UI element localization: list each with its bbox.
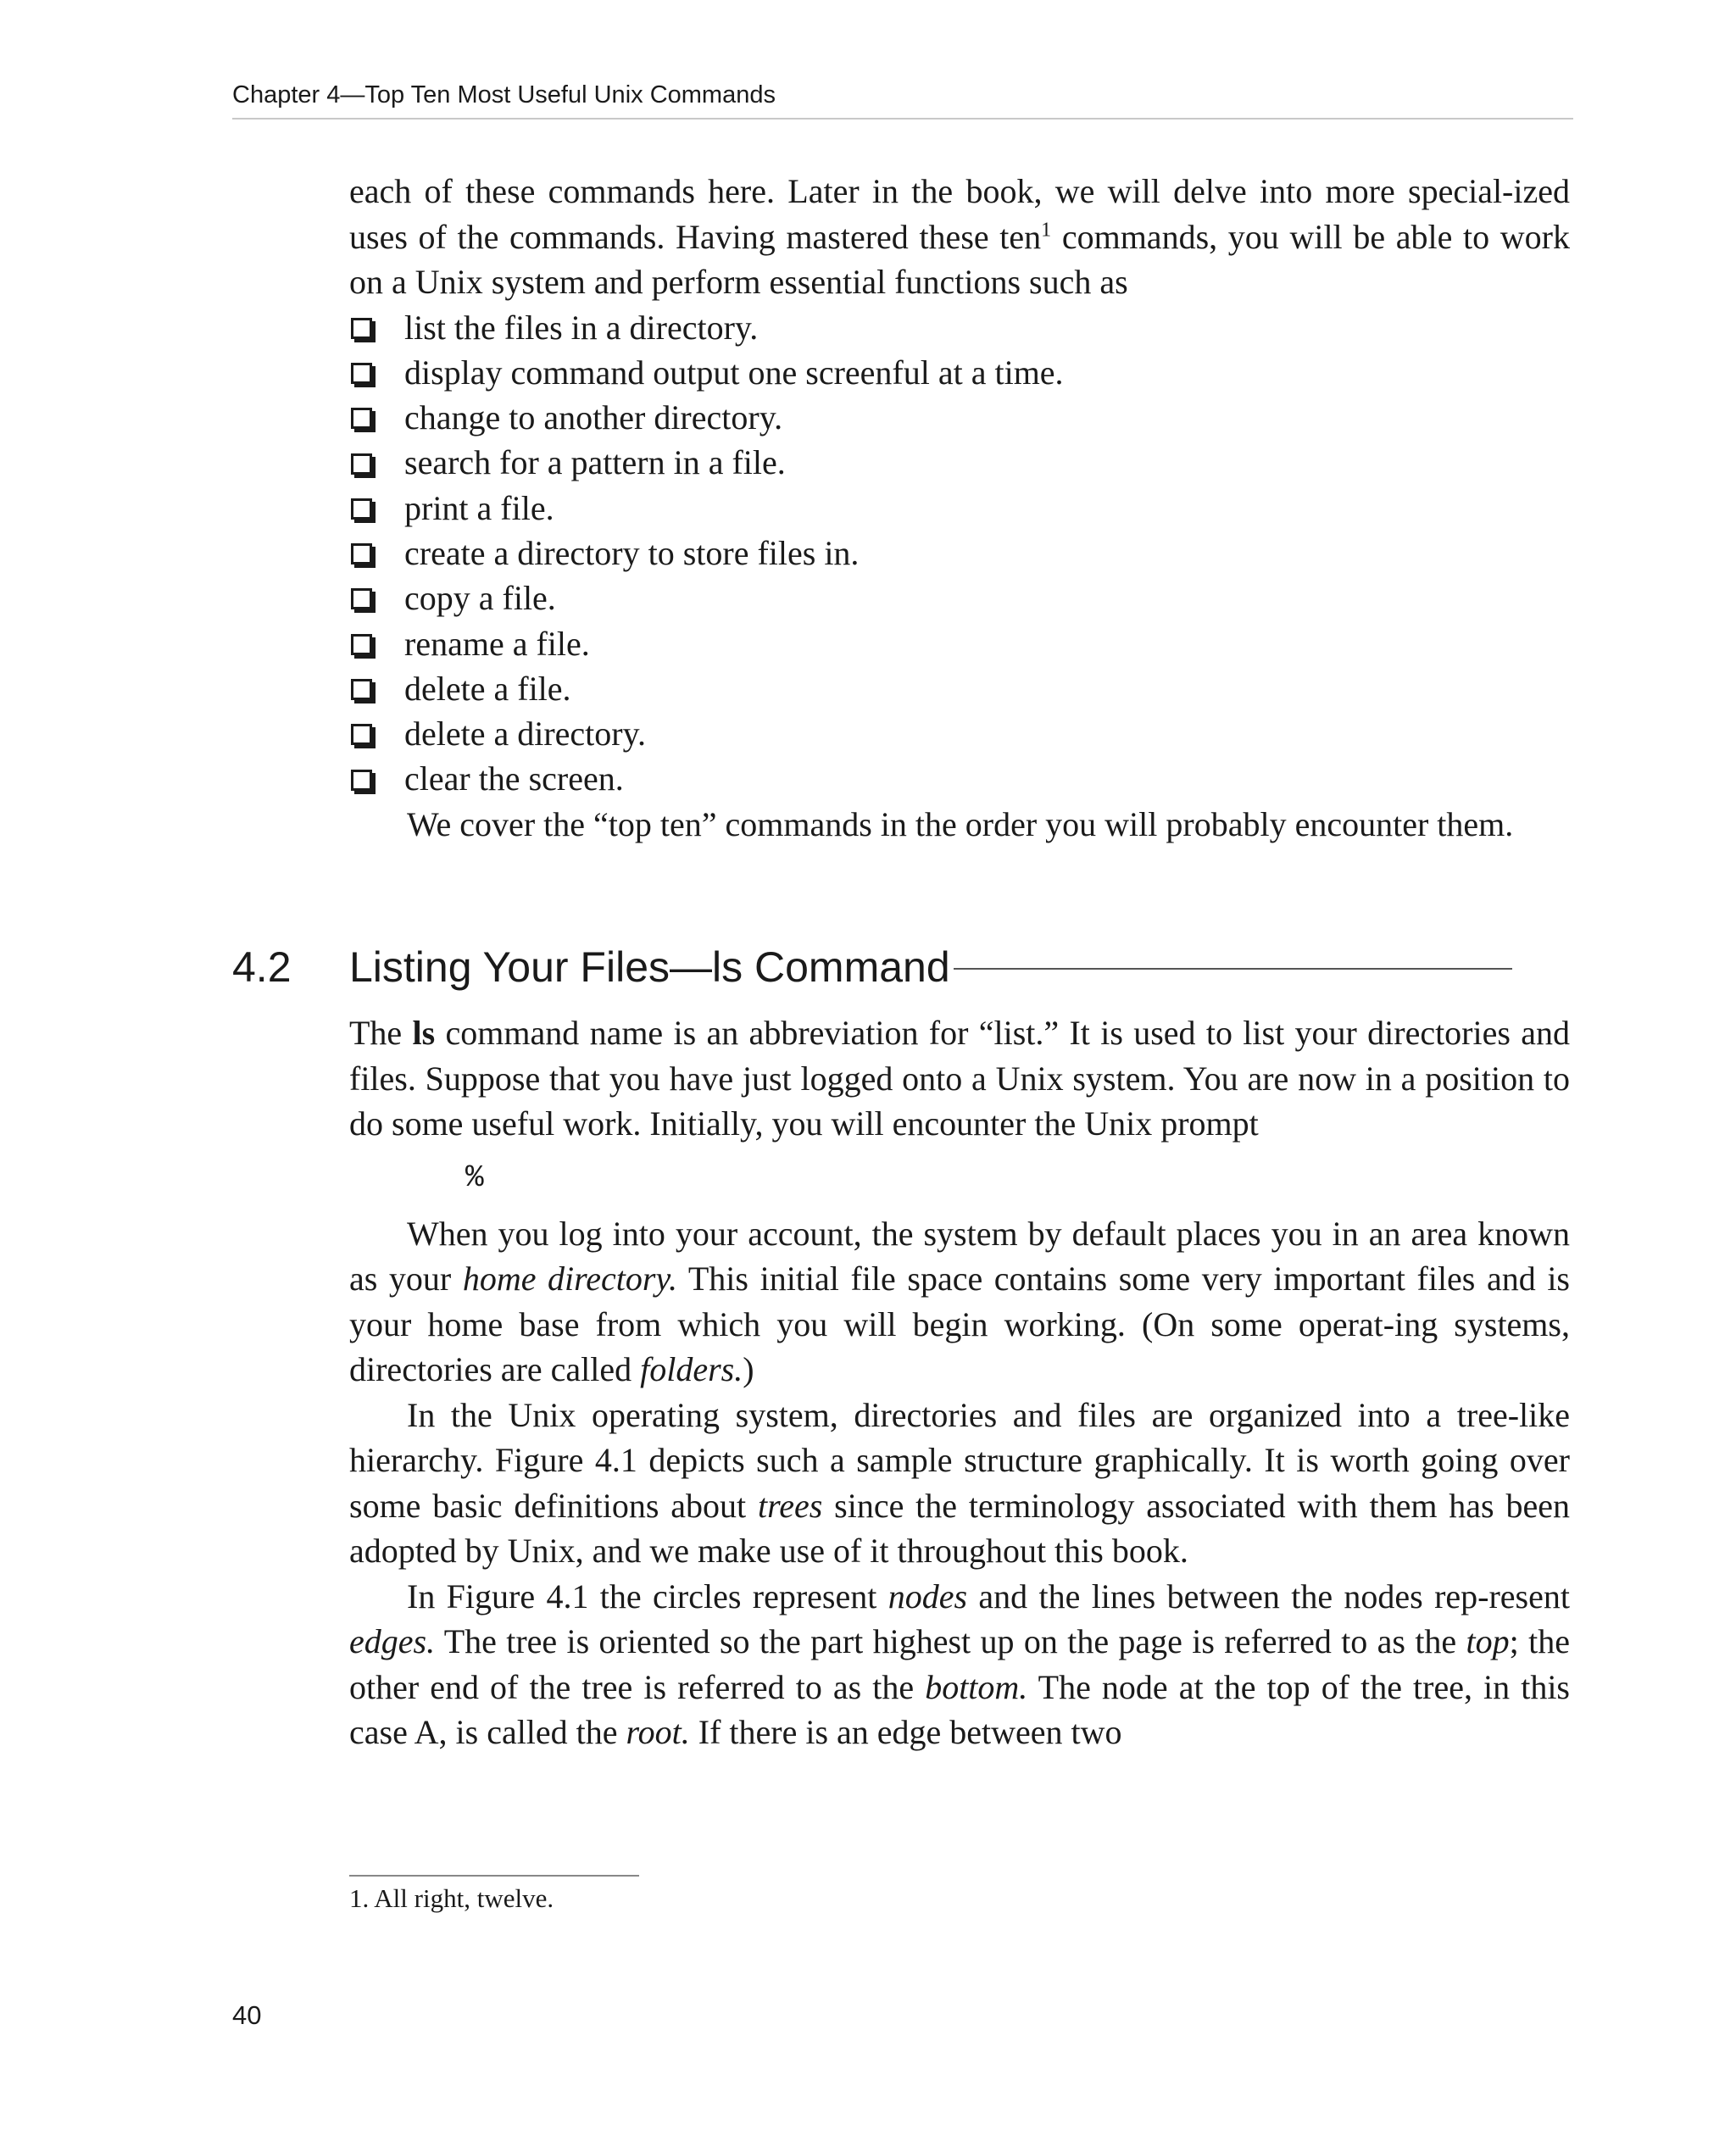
checkbox-bullet-icon: [351, 543, 372, 564]
list-item: [349, 531, 1570, 576]
intro-text-1: each of these commands here. Later in the book, we will delve into more special-ized uses of the commands. Having mastered these ten: [349, 172, 1570, 256]
list-item-text: rename a file.: [404, 624, 590, 663]
list-item: [349, 486, 1570, 531]
checkbox-bullet-icon: [351, 363, 372, 384]
trees-term: trees: [758, 1486, 823, 1525]
section-heading: [232, 943, 1512, 992]
section-title: Listing Your Files—ls Command: [349, 943, 950, 991]
home-text-2: This initial file space contains some very important files and is your home base from which you will begin working. (On some operat-ing systems, directories are called: [349, 1260, 1570, 1388]
list-item-text: search for a pattern in a file.: [404, 443, 786, 482]
intro-paragraph: [349, 169, 1570, 305]
top-term: top: [1466, 1622, 1510, 1660]
list-item: [349, 756, 1570, 801]
list-item: [349, 621, 1570, 666]
nodes-text-1: In Figure 4.1 the circles represent: [407, 1577, 888, 1615]
checkbox-bullet-icon: [351, 588, 372, 609]
section-number: 4.2: [232, 943, 292, 991]
list-item-text: display command output one screenful at a time.: [404, 353, 1064, 392]
nodes-term: nodes: [887, 1577, 968, 1615]
list-item-text: print a file.: [404, 488, 554, 527]
intro-block: [349, 169, 1570, 847]
root-term: root.: [626, 1713, 690, 1751]
footnote: 1. All right, twelve.: [349, 1883, 554, 1913]
header-rule: [232, 118, 1573, 120]
unix-prompt: %: [465, 1159, 484, 1195]
list-item-text: create a directory to store files in.: [404, 533, 860, 572]
edges-term: edges.: [349, 1622, 436, 1660]
home-text-1: When you log into your account, the system by default places you in an area known as your: [349, 1214, 1570, 1298]
footnote-rule: [349, 1875, 639, 1877]
nodes-text-3: The tree is oriented so the part highest up on the page is referred to as the: [435, 1622, 1466, 1660]
ls-paragraph: [349, 1010, 1570, 1147]
function-list: [349, 305, 1570, 802]
nodes-text-4: ; the other end of the tree is referred to as the: [349, 1622, 1570, 1706]
checkbox-bullet-icon: [351, 724, 372, 745]
running-head: Chapter 4—Top Ten Most Useful Unix Commands: [232, 81, 776, 108]
checkbox-bullet-icon: [351, 498, 372, 520]
section-rule: [954, 968, 1512, 970]
tree-paragraph: [349, 1393, 1570, 1574]
list-item-text: change to another directory.: [404, 398, 783, 437]
nodes-text-6: If there is an edge between two: [689, 1713, 1122, 1751]
list-item-text: list the files in a directory.: [404, 308, 759, 347]
intro-text-2: commands, you will be able to work on a Unix system and perform essential functions such as: [349, 217, 1570, 301]
home-directory-term: home directory.: [462, 1260, 677, 1298]
list-item: [349, 576, 1570, 620]
list-item: [349, 395, 1570, 440]
tree-text-2: since the terminology associated with them has been adopted by Unix, and we make use of it throughout this book.: [349, 1486, 1570, 1570]
checkbox-bullet-icon: [351, 634, 372, 655]
tree-text-1: In the Unix operating system, directories and files are organized into a tree-like hierarchy. Figure 4.1 depicts such a sample structure graphically. It is worth going over some basic definitions about: [349, 1395, 1570, 1525]
home-directory-paragraph: [349, 1211, 1570, 1393]
folders-term: folders.: [640, 1350, 743, 1388]
nodes-paragraph: [349, 1574, 1570, 1755]
checkbox-bullet-icon: [351, 679, 372, 700]
ls-text-2: command name is an abbreviation for “list.” It is used to list your directories and files. Suppose that you have just logged onto a Unix system. You are now in a position to do some useful work. Initially, you will encounter the Unix prompt: [349, 1014, 1571, 1143]
home-text-3: ): [743, 1350, 754, 1388]
checkbox-bullet-icon: [351, 453, 372, 475]
list-item: [349, 711, 1570, 756]
list-item-text: delete a file.: [404, 669, 571, 708]
closing-paragraph: We cover the “top ten” commands in the order you will probably encounter them.: [407, 804, 1514, 843]
section-body: [349, 1010, 1570, 1755]
checkbox-bullet-icon: [351, 770, 372, 791]
ls-command: ls: [412, 1014, 436, 1052]
nodes-text-5: The node at the top of the tree, in this case A, is called the: [349, 1667, 1570, 1751]
list-item: [349, 666, 1570, 711]
page-number: 40: [232, 2000, 262, 2030]
list-item-text: copy a file.: [404, 579, 556, 618]
checkbox-bullet-icon: [351, 318, 372, 339]
nodes-text-2: and the lines between the nodes rep-resent: [967, 1577, 1570, 1615]
ls-text-1: The: [349, 1014, 413, 1052]
checkbox-bullet-icon: [351, 408, 372, 429]
list-item: [349, 440, 1570, 485]
list-item: [349, 350, 1570, 395]
list-item-text: delete a directory.: [404, 715, 647, 754]
list-item: [349, 305, 1570, 350]
list-item-text: clear the screen.: [404, 759, 624, 798]
bottom-term: bottom.: [925, 1667, 1028, 1706]
footnote-ref: 1: [1041, 219, 1052, 242]
